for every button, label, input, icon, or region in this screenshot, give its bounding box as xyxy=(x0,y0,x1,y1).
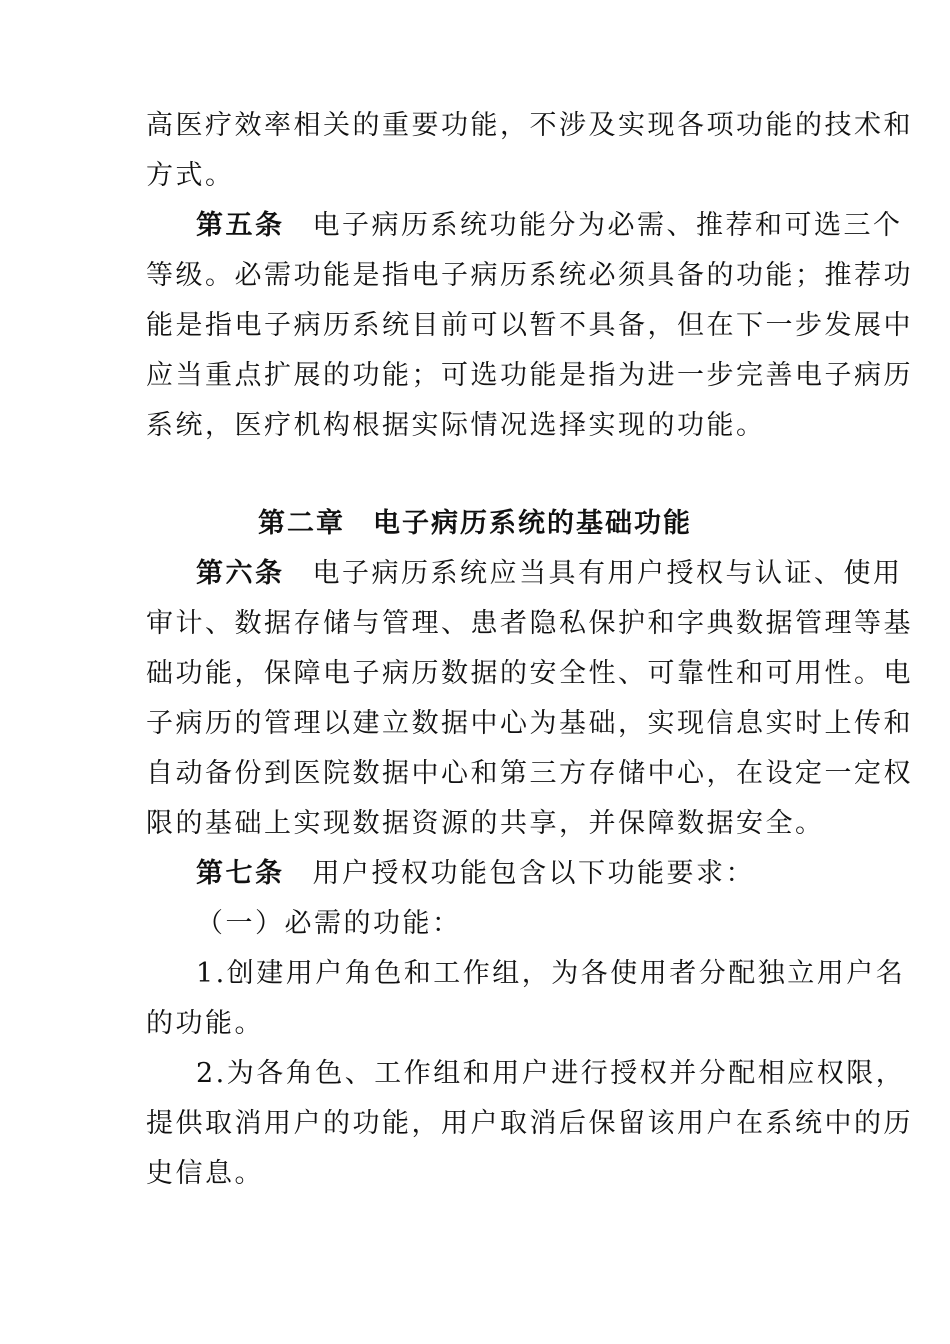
article-6-first-line xyxy=(196,556,903,592)
article-6-line-2: 审计、数据存储与管理、患者隐私保护和字典数据管理等基 xyxy=(146,608,913,639)
article-6-line-5: 自动备份到医院数据中心和第三方存储中心，在设定一定权 xyxy=(146,758,913,789)
article-6-line-3: 础功能，保障电子病历数据的安全性、可靠性和可用性。电 xyxy=(146,658,913,689)
article-6-label: 第六条 xyxy=(196,558,285,589)
item-1-line-2: 的功能。 xyxy=(146,1008,264,1039)
article-5-first-line xyxy=(196,208,903,244)
article-5-text: 电子病历系统功能分为必需、推荐和可选三个 xyxy=(312,210,903,241)
article-5-line-2: 等级。必需功能是指电子病历系统必须具备的功能；推荐功 xyxy=(146,260,913,291)
intro-line-2: 方式。 xyxy=(146,160,235,191)
article-5-label: 第五条 xyxy=(196,210,285,241)
item-2-line-2: 提供取消用户的功能，用户取消后保留该用户在系统中的历 xyxy=(146,1108,913,1139)
article-6-line-4: 子病历的管理以建立数据中心为基础，实现信息实时上传和 xyxy=(146,708,913,739)
article-5-line-5: 系统，医疗机构根据实际情况选择实现的功能。 xyxy=(146,410,766,441)
article-6-text: 电子病历系统应当具有用户授权与认证、使用 xyxy=(312,558,903,589)
article-7-text: 用户授权功能包含以下功能要求： xyxy=(312,858,755,889)
item-2-line-1: 2.为各角色、工作组和用户进行授权并分配相应权限， xyxy=(196,1058,906,1089)
chapter-2-number: 第二章 xyxy=(258,508,345,539)
chapter-2-title: 电子病历系统的基础功能 xyxy=(373,508,692,539)
article-5-line-4: 应当重点扩展的功能；可选功能是指为进一步完善电子病历 xyxy=(146,360,913,391)
article-5-line-3: 能是指电子病历系统目前可以暂不具备，但在下一步发展中 xyxy=(146,310,913,341)
chapter-2-heading xyxy=(0,506,950,542)
item-1-line-1: 1.创建用户角色和工作组，为各使用者分配独立用户名 xyxy=(196,958,906,989)
section-1-heading: （一）必需的功能： xyxy=(196,908,462,939)
article-7-label: 第七条 xyxy=(196,858,285,889)
intro-line-1: 高医疗效率相关的重要功能，不涉及实现各项功能的技术和 xyxy=(146,110,913,141)
item-2-line-3: 史信息。 xyxy=(146,1158,264,1189)
article-7-first-line xyxy=(196,856,876,892)
article-6-line-6: 限的基础上实现数据资源的共享，并保障数据安全。 xyxy=(146,808,825,839)
